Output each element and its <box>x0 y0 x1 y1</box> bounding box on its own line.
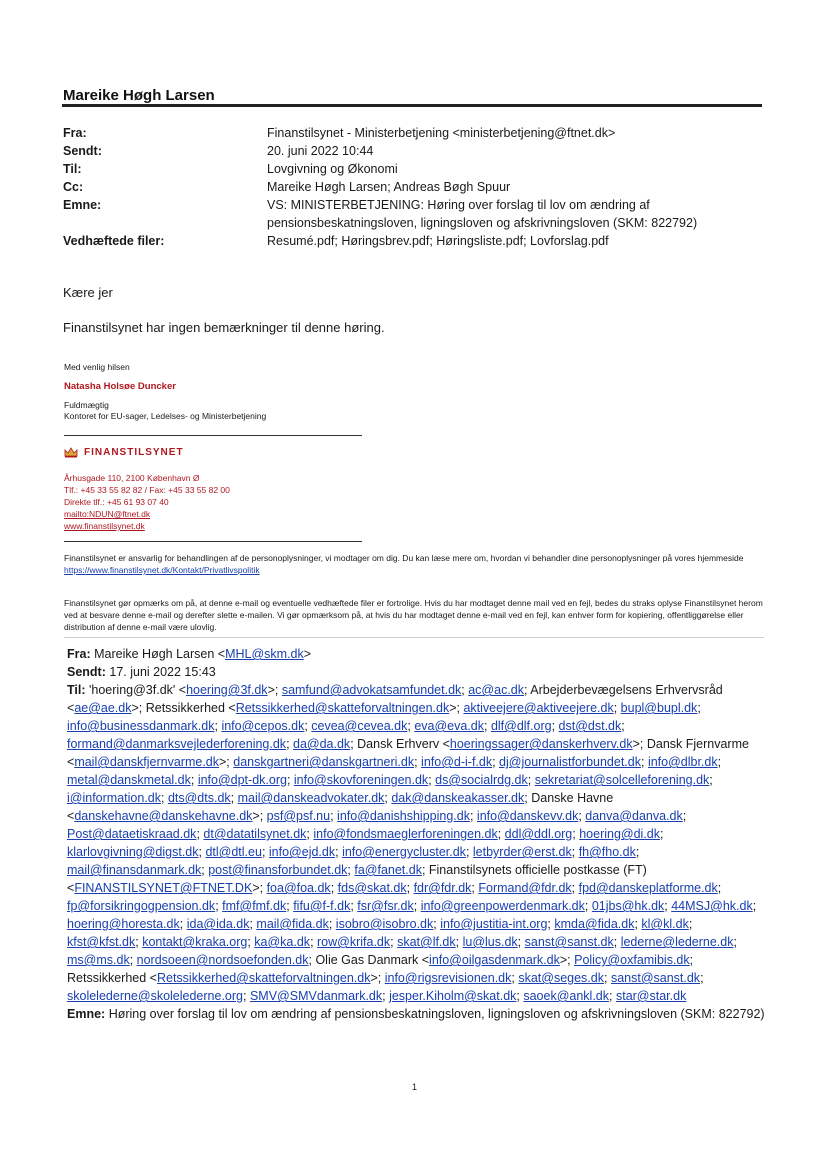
header-value: Lovgivning og Økonomi <box>267 162 398 176</box>
recipient-text: ; <box>286 737 294 751</box>
recipient-text: ; <box>634 917 642 931</box>
recipient-email-link[interactable]: jesper.Kiholm@skat.dk <box>389 989 517 1003</box>
recipient-text: ; <box>483 719 491 733</box>
recipient-email-link[interactable]: ac@ac.dk <box>468 683 525 697</box>
recipient-text: ; <box>347 863 355 877</box>
recipient-text: ; <box>286 773 294 787</box>
recipient-text: >; <box>449 701 464 715</box>
recipient-text: ; <box>230 791 238 805</box>
recipient-email-link[interactable]: info@justitia-int.org <box>440 917 548 931</box>
recipient-text: ; <box>350 899 358 913</box>
recipient-email-link[interactable]: post@finansforbundet.dk <box>208 863 348 877</box>
recipient-email-link[interactable]: fmf@fmf.dk <box>222 899 287 913</box>
recipient-text: ; <box>664 899 672 913</box>
recipient-email-link[interactable]: Retssikkerhed@skatteforvaltningen.dk <box>235 701 450 715</box>
signature-title <box>64 400 266 422</box>
fwd-to-line <box>67 681 767 1005</box>
signature-title-line: Fuldmægtig <box>64 400 109 410</box>
header-row-cc <box>63 178 763 196</box>
recipient-email-link[interactable]: info@dpt-dk.org <box>197 773 287 787</box>
recipient-email-link[interactable]: fifu@f-f.dk <box>293 899 351 913</box>
recipient-email-link[interactable]: kmda@fida.dk <box>554 917 635 931</box>
recipient-email-link[interactable]: dts@dts.dk <box>167 791 231 805</box>
recipient-text: ; <box>414 755 422 769</box>
recipient-text: ; <box>584 899 592 913</box>
recipient-text: ; <box>547 917 555 931</box>
recipient-text: ; <box>717 881 722 895</box>
recipient-text: ; <box>190 773 198 787</box>
recipient-email-link[interactable]: i@information.dk <box>67 791 161 805</box>
recipient-email-link[interactable]: Post@dataetiskraad.dk <box>67 827 197 841</box>
recipient-text: ; <box>621 719 625 733</box>
recipient-text: ; <box>247 935 255 949</box>
recipient-text: ; <box>688 917 693 931</box>
recipient-email-link[interactable]: mail@danskeadvokater.dk <box>237 791 385 805</box>
signature-title-line: Kontoret for EU-sager, Ledelses- og Ministerbetjening <box>64 411 267 421</box>
privacy-text: Finanstilsynet er ansvarlig for behandlingen af de personoplysninger, vi modtager om dig. Du kan læse mere om, hvordan vi behandler dine personoplysninger på vores hjemmeside <box>64 553 744 563</box>
recipient-email-link[interactable]: da@da.dk <box>293 737 351 751</box>
recipient-text: ; <box>135 935 143 949</box>
recipient-email-link[interactable]: fa@fanet.dk <box>354 863 422 877</box>
section-separator <box>64 637 764 638</box>
recipient-text: ; <box>517 935 525 949</box>
recipient-email-link[interactable]: fh@fho.dk <box>578 845 636 859</box>
recipient-text: ; <box>700 971 704 985</box>
recipient-email-link[interactable]: info@d-i-f.dk <box>421 755 493 769</box>
recipient-email-link[interactable]: sekretariat@solcelleforening.dk <box>534 773 710 787</box>
recipient-email-link[interactable]: fpd@danskeplatforme.dk <box>578 881 718 895</box>
recipient-text: ; <box>469 809 477 823</box>
signature-contact <box>64 472 230 532</box>
contact-mail-link[interactable]: mailto:NDUN@ftnet.dk <box>64 509 151 519</box>
greeting: Kære jer <box>63 285 113 300</box>
recipient-email-link[interactable]: Policy@oxfamibis.dk <box>574 953 690 967</box>
recipient-text: ; <box>201 863 209 877</box>
recipient-text: ; <box>215 899 223 913</box>
recipient-email-link[interactable]: cevea@cevea.dk <box>311 719 408 733</box>
fwd-from-end: > <box>303 647 312 661</box>
fwd-label: Fra: <box>67 647 91 661</box>
recipient-text: ; <box>635 845 640 859</box>
recipient-text: ; <box>571 845 579 859</box>
header-row-til <box>63 160 763 178</box>
recipient-text: ; <box>717 755 722 769</box>
recipient-email-link[interactable]: danskehavne@danskehavne.dk <box>74 809 253 823</box>
recipient-text: >; Retssikkerhed < <box>131 701 236 715</box>
header-rule <box>62 104 762 107</box>
recipient-email-link[interactable]: dlf@dlf.org <box>490 719 552 733</box>
contact-phone: Tlf.: +45 33 55 82 82 / Fax: +45 33 55 82 00 <box>64 485 230 495</box>
recipient-email-link[interactable]: fp@forsikringogpension.dk <box>67 899 216 913</box>
recipient-email-link[interactable]: info@greenpowerdenmark.dk <box>420 899 585 913</box>
recipient-email-link[interactable]: bupl@bupl.dk <box>620 701 698 715</box>
recipient-email-link[interactable]: FINANSTILSYNET@FTNET.DK <box>74 881 253 895</box>
fwd-from-line <box>67 645 767 663</box>
recipient-email-link[interactable]: mail@fida.dk <box>256 917 329 931</box>
recipient-email-link[interactable]: dst@dst.dk <box>558 719 622 733</box>
header-value: Finanstilsynet - Ministerbetjening <ministerbetjening@ftnet.dk> <box>267 126 616 140</box>
recipient-email-link[interactable]: 44MSJ@hk.dk <box>671 899 753 913</box>
header-value: Mareike Høgh Larsen; Andreas Bøgh Spuur <box>267 180 511 194</box>
recipient-text: ; <box>461 683 469 697</box>
sender-name: Mareike Høgh Larsen <box>63 87 215 104</box>
recipient-email-link[interactable]: info@businessdanmark.dk <box>67 719 215 733</box>
recipient-text: ; <box>572 827 580 841</box>
recipient-text: ; <box>196 827 204 841</box>
recipient-email-link[interactable]: ms@ms.dk <box>67 953 130 967</box>
recipient-email-link[interactable]: lu@lus.dk <box>462 935 518 949</box>
recipient-text: ; <box>390 935 398 949</box>
recipient-email-link[interactable]: sanst@sanst.dk <box>524 935 614 949</box>
recipient-text: ; Finanstilsynets officielle postkasse (FT) < <box>67 863 647 895</box>
recipient-text: ; <box>407 719 415 733</box>
recipient-text: ; <box>428 773 436 787</box>
recipient-text: ; <box>129 953 137 967</box>
recipient-email-link[interactable]: skat@seges.dk <box>518 971 604 985</box>
recipient-text: ; <box>243 989 250 1003</box>
recipient-email-link[interactable]: hoering@horesta.dk <box>67 917 180 931</box>
header-row-emne <box>63 196 763 232</box>
recipient-text: ; <box>455 935 463 949</box>
header-label: Fra: <box>63 126 87 140</box>
recipient-email-link[interactable]: ae@ae.dk <box>74 701 132 715</box>
header-label: Emne: <box>63 198 102 212</box>
recipient-text: ; <box>406 881 414 895</box>
recipient-text: ; <box>752 899 757 913</box>
recipient-text: ; <box>697 701 701 715</box>
recipient-email-link[interactable]: star@star.dk <box>615 989 687 1003</box>
contact-address: Århusgade 110, 2100 København Ø <box>64 473 200 483</box>
header-label: Til: <box>63 162 82 176</box>
fwd-from-name: Mareike Høgh Larsen < <box>94 647 226 661</box>
recipient-email-link[interactable]: 01jbs@hk.dk <box>591 899 665 913</box>
recipient-text: ; <box>330 881 338 895</box>
recipient-text: ; Arbejderbevægelsens Erhvervsråd < <box>67 683 723 715</box>
recipient-text: ; <box>578 809 586 823</box>
recipient-email-link[interactable]: aktiveejere@aktiveejere.dk <box>463 701 614 715</box>
recipient-email-link[interactable]: hoering@3f.dk <box>186 683 268 697</box>
recipient-text: ; <box>160 791 168 805</box>
recipient-email-link[interactable]: hoering@di.dk <box>579 827 661 841</box>
recipient-email-link[interactable]: psf@psf.nu <box>266 809 331 823</box>
recipient-text: ; <box>709 773 713 787</box>
recipient-email-link[interactable]: info@danskevv.dk <box>476 809 579 823</box>
recipient-text: ; <box>310 935 318 949</box>
recipient-email-link[interactable]: isobro@isobro.dk <box>335 917 434 931</box>
recipient-email-link[interactable]: info@dlbr.dk <box>647 755 718 769</box>
contact-web-link[interactable]: www.finanstilsynet.dk <box>64 521 145 531</box>
recipient-text: ; <box>640 755 648 769</box>
logo-text: FINANSTILSYNET <box>84 446 184 458</box>
header-row-sendt <box>63 142 763 160</box>
recipient-text: ; <box>465 845 473 859</box>
recipient-email-link[interactable]: info@ejd.dk <box>268 845 336 859</box>
fwd-subject-line <box>67 1005 767 1023</box>
header-row-fra <box>63 124 763 142</box>
recipient-email-link[interactable]: dak@danskeakasser.dk <box>391 791 525 805</box>
recipient-email-link[interactable]: info@fondsmaeglerforeningen.dk <box>313 827 498 841</box>
privacy-link[interactable]: https://www.finanstilsynet.dk/Kontakt/Privatlivspolitik <box>64 565 260 575</box>
recipient-email-link[interactable]: danva@danva.dk <box>585 809 683 823</box>
recipient-text: >; Dansk Fjernvarme < <box>67 737 749 769</box>
recipient-text: ; Olie Gas Danmark < <box>308 953 430 967</box>
recipient-email-link[interactable]: kontakt@kraka.org <box>142 935 248 949</box>
recipient-text: ; <box>413 899 421 913</box>
recipient-email-link[interactable]: kfst@kfst.dk <box>67 935 136 949</box>
recipient-text: ; <box>335 845 343 859</box>
recipient-email-link[interactable]: kl@kl.dk <box>641 917 689 931</box>
signature-closing: Med venlig hilsen <box>64 362 130 372</box>
recipient-email-link[interactable]: nordsoeen@nordsoefonden.dk <box>136 953 309 967</box>
forwarded-message <box>67 645 767 1023</box>
recipient-text: >; <box>219 755 234 769</box>
fwd-label: Til: <box>67 683 86 697</box>
recipient-email-link[interactable]: ds@socialrdg.dk <box>435 773 528 787</box>
recipient-text: ; <box>613 935 621 949</box>
fwd-sent-line <box>67 663 767 681</box>
crown-icon <box>64 446 78 458</box>
recipient-text: ; Retssikkerhed < <box>67 953 694 985</box>
recipient-email-link[interactable]: eva@eva.dk <box>414 719 484 733</box>
page-number: 1 <box>412 1082 418 1092</box>
recipient-text: ; <box>328 917 336 931</box>
recipient-email-link[interactable]: dtl@dtl.eu <box>205 845 262 859</box>
recipient-text: >; <box>559 953 575 967</box>
recipient-text: ; <box>304 719 312 733</box>
recipient-email-link[interactable]: skat@lf.dk <box>397 935 456 949</box>
recipient-text: ; <box>306 827 314 841</box>
recipient-text: >; <box>267 683 282 697</box>
email-header <box>63 124 763 250</box>
recipient-email-link[interactable]: klarlovgivning@digst.dk <box>67 845 199 859</box>
recipient-text: ; <box>551 719 559 733</box>
recipient-text: ; <box>249 917 257 931</box>
confidentiality-notice: Finanstilsynet gør opmærks om på, at denne e-mail og eventuelle vedhæftede filer er fortrolige. Hvis du har modtaget denne mail ved en fejl, bedes du straks oplyse Finanstilsynet herom ved at besvare denne e-mail og derefter slette e-mailen. Vi gør opmærksom på, at hvis du har modtaget denne e-mail ved en fejl, kan enhver form for kopiering, offentliggørelse eller distribution af denne e-mail være ulovlig. <box>64 598 763 632</box>
recipient-email-link[interactable]: SMV@SMVdanmark.dk <box>249 989 383 1003</box>
recipient-email-link[interactable]: skolelederne@skolelederne.org <box>67 989 243 1003</box>
recipient-email-link[interactable]: Retssikkerhed@skatteforvaltningen.dk <box>156 971 371 985</box>
recipient-text: ; <box>733 935 737 949</box>
recipient-email-link[interactable]: info@cepos.dk <box>221 719 305 733</box>
recipient-list <box>67 683 756 1003</box>
recipient-email-link[interactable]: info@skovforeningen.dk <box>293 773 429 787</box>
recipient-email-link[interactable]: dj@journalistforbundet.dk <box>499 755 641 769</box>
header-value: 20. juni 2022 10:44 <box>267 144 374 158</box>
fwd-from-email[interactable]: MHL@skm.dk <box>225 647 304 661</box>
recipient-email-link[interactable]: mail@danskfjernvarme.dk <box>74 755 219 769</box>
recipient-text: ; Danske Havne < <box>67 791 614 823</box>
header-label: Sendt: <box>63 144 102 158</box>
recipient-email-link[interactable]: info@danishshipping.dk <box>337 809 470 823</box>
recipient-text: ; <box>609 989 616 1003</box>
finanstilsynet-logo <box>64 446 184 458</box>
recipient-email-link[interactable]: ddl@ddl.org <box>504 827 573 841</box>
recipient-email-link[interactable]: fsr@fsr.dk <box>357 899 414 913</box>
recipient-text: >; <box>370 971 385 985</box>
privacy-notice <box>64 552 764 576</box>
recipient-text: >; <box>252 881 267 895</box>
recipient-email-link[interactable]: danskgartneri@danskgartneri.dk <box>233 755 415 769</box>
recipient-email-link[interactable]: metal@danskmetal.dk <box>67 773 191 787</box>
recipient-email-link[interactable]: saoek@ankl.dk <box>523 989 610 1003</box>
contact-direct: Direkte tlf.: +45 61 93 07 40 <box>64 497 169 507</box>
recipient-text: ; <box>603 971 611 985</box>
recipient-email-link[interactable]: foa@foa.dk <box>266 881 331 895</box>
recipient-email-link[interactable]: dt@datatilsynet.dk <box>203 827 307 841</box>
recipient-email-link[interactable]: info@oilgasdenmark.dk <box>429 953 560 967</box>
recipient-email-link[interactable]: row@krifa.dk <box>317 935 391 949</box>
recipient-email-link[interactable]: sanst@sanst.dk <box>610 971 701 985</box>
recipient-email-link[interactable]: ka@ka.dk <box>254 935 311 949</box>
recipient-email-link[interactable]: samfund@advokatsamfundet.dk <box>281 683 462 697</box>
recipient-email-link[interactable]: lederne@lederne.dk <box>620 935 734 949</box>
recipient-text: ; <box>516 989 524 1003</box>
recipient-email-link[interactable]: fds@skat.dk <box>337 881 407 895</box>
attachment-list[interactable]: Resumé.pdf; Høringsbrev.pdf; Høringsliste.pdf; Lovforslag.pdf <box>267 234 609 248</box>
fwd-sent-value: 17. juni 2022 15:43 <box>109 665 216 679</box>
header-row-attachments <box>63 232 763 250</box>
signature-name: Natasha Holsøe Duncker <box>64 381 176 392</box>
recipient-text: ; <box>261 845 269 859</box>
recipient-email-link[interactable]: hoeringssager@danskerhverv.dk <box>449 737 633 751</box>
recipient-text: ; <box>382 989 390 1003</box>
recipient-text: 'hoering@3f.dk' < <box>89 683 187 697</box>
signature-divider <box>64 435 362 436</box>
recipient-email-link[interactable]: info@rigsrevisionen.dk <box>384 971 512 985</box>
recipient-email-link[interactable]: ida@ida.dk <box>186 917 250 931</box>
fwd-subject-value: Høring over forslag til lov om ændring af pensionsbeskatningsloven, ligningsloven og afskrivningsloven (SKM: 822792) <box>108 1007 765 1021</box>
recipient-text: ; <box>214 719 222 733</box>
recipient-email-link[interactable]: letbyrder@erst.dk <box>472 845 572 859</box>
recipient-email-link[interactable]: info@energycluster.dk <box>342 845 466 859</box>
recipient-email-link[interactable]: mail@finansdanmark.dk <box>67 863 202 877</box>
recipient-text: ; <box>286 899 294 913</box>
message-body: Finanstilsynet har ingen bemærkninger til denne høring. <box>63 320 385 335</box>
recipient-text: ; <box>384 791 392 805</box>
recipient-email-link[interactable]: Formand@fdr.dk <box>478 881 572 895</box>
recipient-text: ; <box>179 917 187 931</box>
recipient-email-link[interactable]: formand@danmarksvejlederforening.dk <box>67 737 287 751</box>
header-value: VS: MINISTERBETJENING: Høring over forslag til lov om ændring af pensionsbeskatningsloven, ligningsloven og afskrivningsloven (SKM: 822792) <box>267 198 698 230</box>
recipient-text: ; <box>527 773 535 787</box>
recipient-text: ; <box>471 881 479 895</box>
recipient-text: ; <box>330 809 338 823</box>
recipient-email-link[interactable]: fdr@fdr.dk <box>413 881 472 895</box>
recipient-text: ; <box>433 917 441 931</box>
recipient-text: ; <box>571 881 579 895</box>
recipient-text: ; <box>492 755 500 769</box>
recipient-text: >; <box>252 809 267 823</box>
recipient-text: ; <box>511 971 519 985</box>
recipient-text: ; <box>660 827 664 841</box>
recipient-text: ; <box>497 827 505 841</box>
recipient-text: ; <box>682 809 687 823</box>
header-label: Vedhæftede filer: <box>63 234 165 248</box>
recipient-text: ; <box>198 845 206 859</box>
fwd-label: Emne: <box>67 1007 106 1021</box>
recipient-text: ; Dansk Erhverv < <box>350 737 450 751</box>
fwd-label: Sendt: <box>67 665 106 679</box>
signature-divider <box>64 541 362 542</box>
recipient-text: ; <box>613 701 621 715</box>
header-label: Cc: <box>63 180 84 194</box>
